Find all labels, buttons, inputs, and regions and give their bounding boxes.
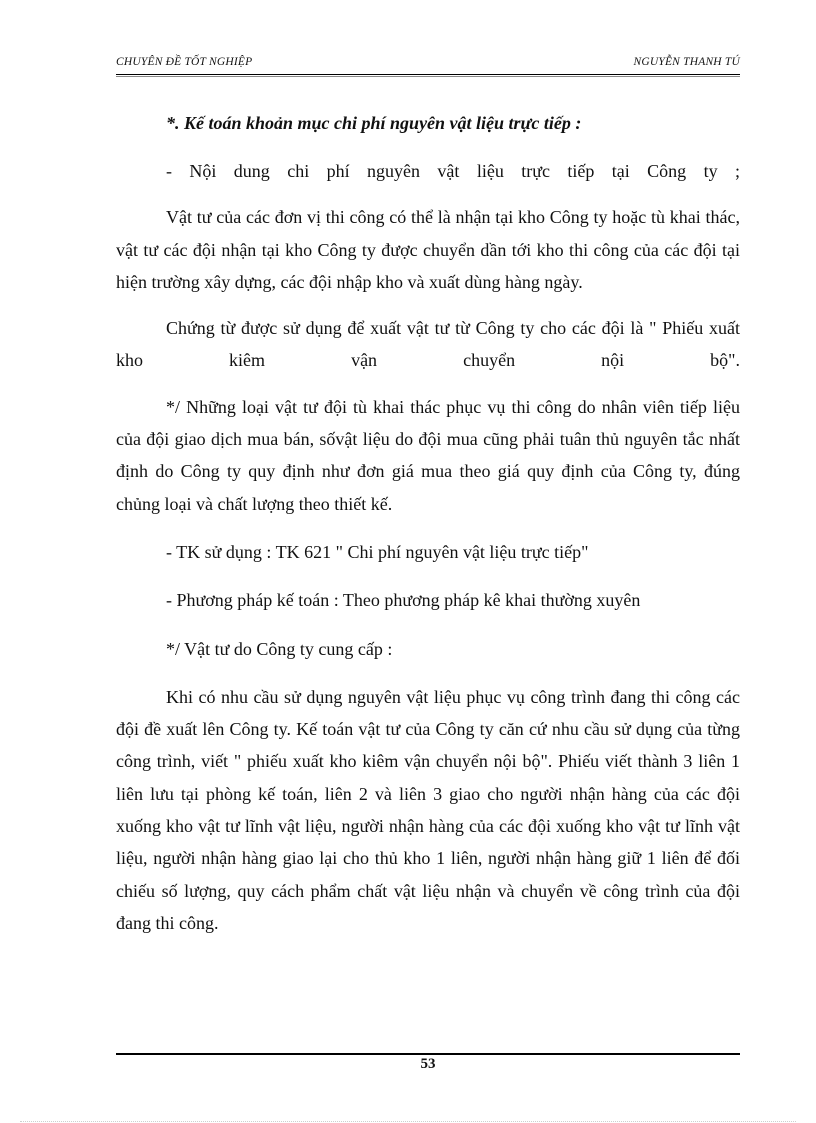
section-title: *. Kế toán khoản mục chi phí nguyên vật liệu trực tiếp : — [166, 113, 582, 133]
paragraph-company-supplied: */ Vật tư do Công ty cung cấp : — [166, 638, 393, 659]
header-left-text: CHUYÊN ĐỀ TỐT NGHIỆP — [116, 56, 253, 68]
paragraph-content-summary: - Nội dung chi phí nguyên vật liệu trực tiếp tại Công ty ; — [166, 161, 740, 181]
paragraph-documents-used: Chứng từ được sử dụng để xuất vật tư từ Công ty cho các đội là " Phiếu xuất kho kiêm vận chuyển nội bộ". — [116, 318, 740, 371]
footer-divider — [116, 1053, 740, 1055]
header-right-text: NGUYỄN THANH TÚ — [633, 56, 740, 68]
paragraph-accounting-method: - Phương pháp kế toán : Theo phương pháp kê khai thường xuyên — [166, 590, 641, 611]
header-divider — [116, 76, 740, 77]
paragraph-material-source: Vật tư của các đơn vị thi công có thể là nhận tại kho Công ty hoặc tù khai thác, vật tư các đội nhận tại kho Công ty được chuyển dần tới kho thi công của các đội tại hiện trường xây dựng, các đội nhập kho và xuất dùng hàng ngày. — [116, 207, 740, 292]
page-bottom-border — [20, 1121, 796, 1122]
paragraph-procedure: Khi có nhu cầu sử dụng nguyên vật liệu phục vụ công trình đang thi công các đội đề xuất lên Công ty. Kế toán vật tư của Công ty căn cứ nhu cầu sử dụng của từng công trình, viết " phiếu xuất kho kiêm vận chuyển nội bộ". Phiếu viết thành 3 liên 1 liên lưu tại phòng kế toán, liên 2 và liên 3 giao cho người nhận hàng của các đội xuống kho vật tư lĩnh vật liệu, người nhận hàng của các đội xuống kho vật tư lĩnh vật liệu, người nhận hàng giao lại cho thủ kho 1 liên, người nhận hàng giữ 1 liên để đối chiếu số lượng, quy cách phẩm chất vật liệu nhận và chuyển về công trình của đội đang thi công. — [116, 686, 740, 933]
document-body — [116, 108, 740, 939]
page-header — [116, 54, 740, 75]
page-number: 53 — [420, 1056, 436, 1072]
paragraph-account-used: - TK sử dụng : TK 621 " Chi phí nguyên vật liệu trực tiếp" — [166, 541, 589, 562]
paragraph-self-sourced-materials: */ Những loại vật tư đội tù khai thác phục vụ thi công do nhân viên tiếp liệu của đội giao dịch mua bán, sốvật liệu do đội mua cũng phải tuân thủ nguyên tắc nhất định do Công ty quy định như đơn giá mua theo giá quy định của Công ty, đúng chủng loại và chất lượng theo thiết kế. — [116, 396, 740, 514]
